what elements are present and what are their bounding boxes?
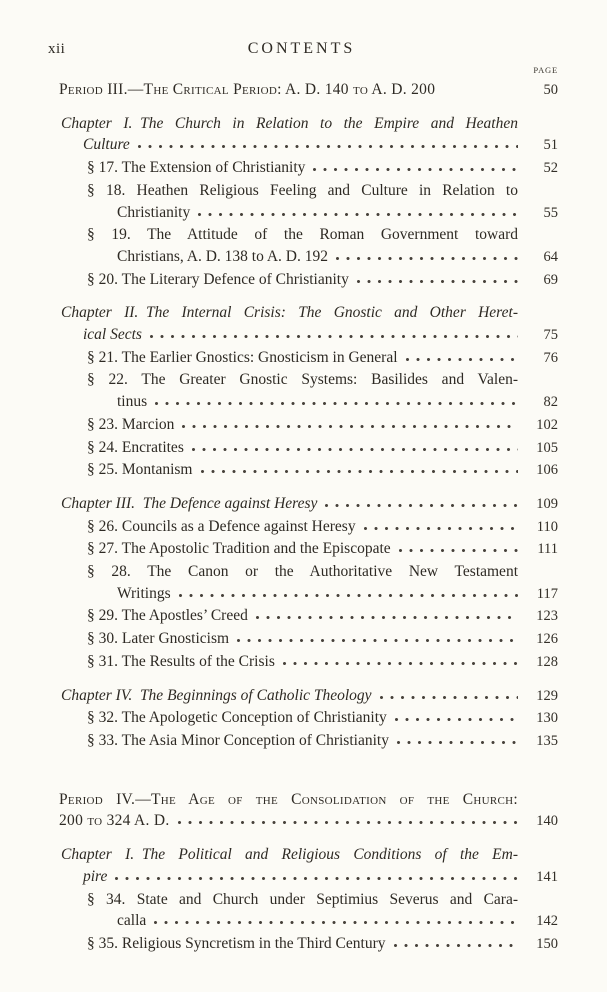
page-number: 76 xyxy=(543,349,558,366)
entry-text: § 23. Marcion xyxy=(87,415,175,433)
entry-text: § 27. The Apostolic Tradition and the Episcopate xyxy=(87,540,391,558)
leader-dots xyxy=(154,913,518,925)
entry-text: § 24. Encratites xyxy=(87,438,184,456)
entry-text: Culture xyxy=(83,136,130,154)
toc-line: § 34. State and Church under Septimius Severus and Cara- xyxy=(87,890,518,908)
toc-entry xyxy=(45,180,558,224)
toc-entry xyxy=(45,685,558,708)
entry-text: § 20. The Literary Defence of Christianity xyxy=(87,270,349,288)
toc-entry xyxy=(45,516,558,539)
toc-line xyxy=(117,246,558,269)
page-content xyxy=(45,38,558,956)
toc-entry xyxy=(45,459,558,482)
toc-entry xyxy=(45,157,558,180)
leader-dots xyxy=(399,541,518,553)
leader-dots xyxy=(397,733,518,745)
leader-dots xyxy=(443,82,518,94)
leader-dots xyxy=(201,462,519,474)
toc-entry xyxy=(45,707,558,730)
leader-dots xyxy=(115,869,518,881)
toc-entry xyxy=(45,414,558,437)
toc-line xyxy=(87,269,558,292)
toc-line: § 18. Heathen Religious Feeling and Culture in Relation to xyxy=(87,181,518,199)
entry-text: tinus xyxy=(117,393,148,411)
toc-line: Period IV.—The Age of the Consolidation of the Church: xyxy=(59,790,518,808)
leader-dots xyxy=(178,813,518,825)
toc-line: Chapter II. The Internal Crisis: The Gnostic and Other Heret- xyxy=(61,304,518,322)
page-number: 130 xyxy=(536,710,558,727)
toc-line: Chapter I. The Political and Religious Conditions of the Em- xyxy=(61,846,518,864)
page-column-label: PAGE xyxy=(533,65,558,75)
leader-dots xyxy=(182,417,518,429)
entry-text: § 35. Religious Syncretism in the Third Century xyxy=(87,934,386,952)
toc-line xyxy=(87,347,558,370)
toc-line xyxy=(117,202,558,225)
toc-line xyxy=(87,459,558,482)
entry-text: Chapter III. The Defence against Heresy xyxy=(61,494,318,512)
toc-line xyxy=(87,516,558,539)
leader-dots xyxy=(150,327,518,339)
toc-line xyxy=(87,730,558,753)
toc-entry xyxy=(45,789,558,833)
toc-line: Chapter I. The Church in Relation to the Empire and Heathen xyxy=(61,114,518,132)
page-number: 141 xyxy=(536,868,558,885)
page-title: CONTENTS xyxy=(247,40,356,57)
page-number: 51 xyxy=(543,137,558,154)
entry-text: § 32. The Apologetic Conception of Christianity xyxy=(87,709,387,727)
toc-line xyxy=(87,538,558,561)
page-number: 117 xyxy=(536,585,558,602)
page-number: 75 xyxy=(543,327,558,344)
leader-dots xyxy=(325,496,518,508)
toc-line xyxy=(59,79,558,102)
toc-line xyxy=(83,866,558,889)
page-number: 55 xyxy=(543,204,558,221)
page-number: 123 xyxy=(536,608,558,625)
leader-dots xyxy=(336,249,518,261)
toc-entry xyxy=(45,730,558,753)
leader-dots xyxy=(198,205,518,217)
toc-line xyxy=(117,910,558,933)
entry-text: pire xyxy=(83,867,108,885)
page-number: 69 xyxy=(543,271,558,288)
leader-dots xyxy=(179,586,518,598)
toc-entry xyxy=(45,538,558,561)
toc-line xyxy=(61,685,558,708)
toc-entry xyxy=(45,437,558,460)
toc-line xyxy=(117,391,558,414)
entry-text: Christianity xyxy=(117,203,191,221)
page-number: 126 xyxy=(536,631,558,648)
entry-text: 200 to 324 A. D. xyxy=(59,812,170,830)
page-number: 52 xyxy=(543,160,558,177)
entry-text: § 26. Councils as a Defence against Heresy xyxy=(87,517,356,535)
toc-entry xyxy=(45,347,558,370)
entry-text: Writings xyxy=(117,584,171,602)
leader-dots xyxy=(283,654,518,666)
toc-line xyxy=(59,810,558,833)
page-number: 111 xyxy=(537,541,558,558)
page-number: 106 xyxy=(536,462,558,479)
entry-text: § 33. The Asia Minor Conception of Christianity xyxy=(87,731,389,749)
leader-dots xyxy=(237,631,518,643)
leader-dots xyxy=(357,272,518,284)
toc-line xyxy=(87,157,558,180)
entry-text: § 25. Montanism xyxy=(87,461,193,479)
leader-dots xyxy=(138,137,518,149)
toc-entry xyxy=(45,369,558,413)
entry-text: Christians, A. D. 138 to A. D. 192 xyxy=(117,247,328,265)
toc-entry xyxy=(45,844,558,888)
page-number: 128 xyxy=(536,653,558,670)
entry-text: calla xyxy=(117,912,147,930)
toc-line xyxy=(61,493,558,516)
page-number: 110 xyxy=(536,518,558,535)
toc-line xyxy=(87,605,558,628)
toc-entry xyxy=(45,493,558,516)
page-number: 142 xyxy=(536,913,558,930)
toc-line: § 22. The Greater Gnostic Systems: Basilides and Valen- xyxy=(87,371,518,389)
entry-text: § 21. The Earlier Gnostics: Gnosticism in General xyxy=(87,348,398,366)
toc-entry xyxy=(45,889,558,933)
toc-entry xyxy=(45,651,558,674)
leader-dots xyxy=(380,688,518,700)
page-number: 64 xyxy=(543,248,558,265)
page-number: 102 xyxy=(536,416,558,433)
toc-line xyxy=(83,134,558,157)
entry-text: § 17. The Extension of Christianity xyxy=(87,159,306,177)
leader-dots xyxy=(155,394,518,406)
page-number: 150 xyxy=(536,935,558,952)
leader-dots xyxy=(313,160,518,172)
page-number: 50 xyxy=(543,82,558,98)
leader-dots xyxy=(256,608,518,620)
toc-line xyxy=(83,324,558,347)
entry-text: § 30. Later Gnosticism xyxy=(87,630,230,648)
entry-text: Chapter IV. The Beginnings of Catholic Theology xyxy=(61,686,372,704)
toc-line xyxy=(87,651,558,674)
toc-line xyxy=(87,437,558,460)
toc-line: § 28. The Canon or the Authoritative New Testament xyxy=(87,563,518,581)
toc-entry xyxy=(45,79,558,102)
toc-entry xyxy=(45,224,558,268)
toc-line: § 19. The Attitude of the Roman Government toward xyxy=(87,226,518,244)
toc-entry xyxy=(45,605,558,628)
toc-entry xyxy=(45,302,558,346)
toc-list xyxy=(45,79,558,956)
leader-dots xyxy=(394,936,519,948)
toc-line xyxy=(87,707,558,730)
leader-dots xyxy=(364,519,518,531)
leader-dots xyxy=(395,710,518,722)
toc-entry xyxy=(45,628,558,651)
entry-text: § 31. The Results of the Crisis xyxy=(87,652,275,670)
page-number: 140 xyxy=(536,813,558,830)
entry-text: Period III.—The Critical Period: A. D. 140 to A. D. 200 xyxy=(59,81,436,98)
toc-line xyxy=(87,628,558,651)
toc-line xyxy=(117,583,558,606)
entry-text: § 29. The Apostles’ Creed xyxy=(87,607,248,625)
page-number: 135 xyxy=(536,732,558,749)
leader-dots xyxy=(192,440,518,452)
page-number: 82 xyxy=(543,394,558,411)
page-number: 109 xyxy=(536,495,558,512)
toc-entry xyxy=(45,269,558,292)
page-header xyxy=(45,38,558,64)
leader-dots xyxy=(406,350,518,362)
folio-number: xii xyxy=(48,41,66,57)
toc-entry xyxy=(45,933,558,956)
toc-line xyxy=(87,933,558,956)
entry-text: ical Sects xyxy=(83,326,142,344)
toc-line xyxy=(87,414,558,437)
page-number: 105 xyxy=(536,439,558,456)
page-number: 129 xyxy=(536,687,558,704)
toc-entry xyxy=(45,113,558,157)
toc-entry xyxy=(45,561,558,605)
